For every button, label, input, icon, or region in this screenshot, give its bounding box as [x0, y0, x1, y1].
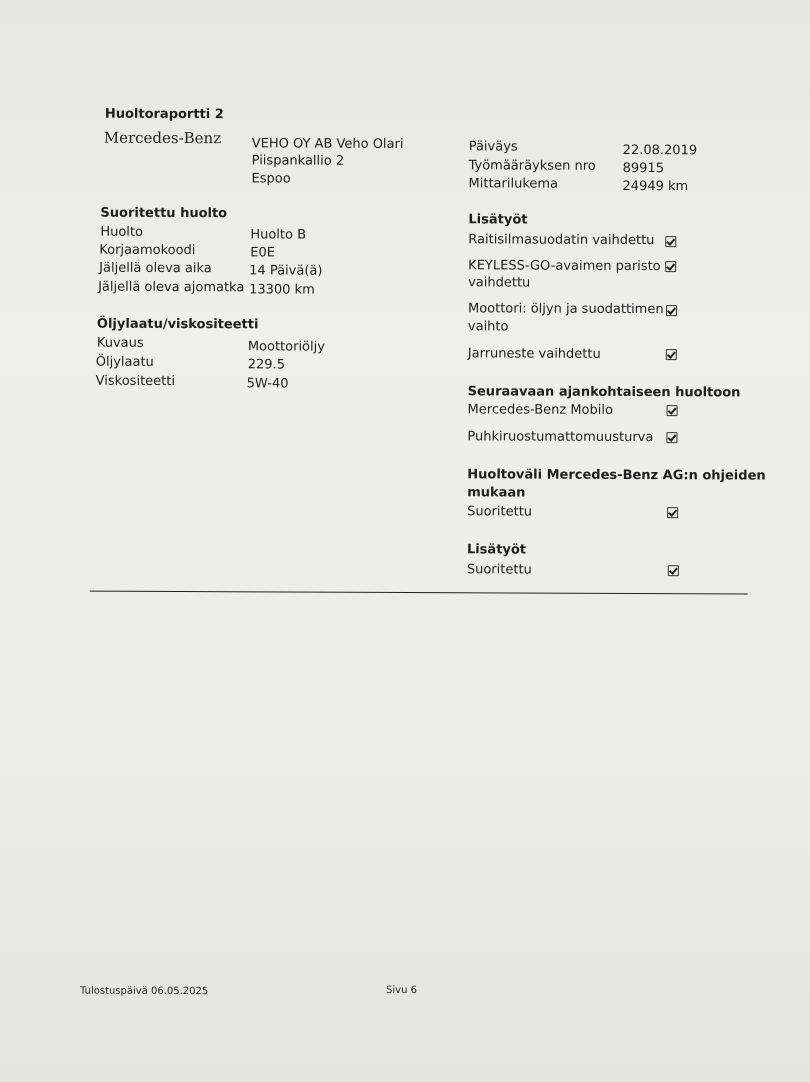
extra-work-item: Jarruneste vaihdettu — [467, 346, 601, 362]
next-service-item: Puhkiruostumattomuusturva — [467, 429, 654, 446]
print-date: Tulostuspäivä 06.05.2025 — [80, 985, 209, 998]
service-value: Huolto B — [250, 227, 307, 243]
extra-work-heading: Lisätyöt — [468, 212, 528, 228]
oil-value: 229.5 — [247, 357, 286, 373]
service-label: Huolto — [100, 224, 144, 240]
extra-work-item: Raitisilmasuodatin vaihdettu — [468, 232, 655, 249]
order-value: 89915 — [622, 160, 665, 177]
dealer-city: Espoo — [251, 171, 291, 187]
oil-label: Kuvaus — [96, 335, 144, 351]
date-value: 22.08.2019 — [622, 142, 698, 159]
oil-value: 5W-40 — [246, 376, 289, 392]
checkbox-checked-icon — [666, 349, 677, 360]
extra-work-item-cont: vaihdettu — [468, 275, 531, 291]
report-title: Huoltoraportti 2 — [104, 106, 224, 123]
dealer-street: Piispankallio 2 — [251, 153, 345, 169]
service-label: Korjaamokoodi — [99, 242, 196, 259]
checkbox-checked-icon — [666, 305, 677, 316]
checkbox-checked-icon — [667, 405, 678, 416]
brand-name: Mercedes-Benz — [103, 128, 222, 148]
oil-value: Moottoriöljy — [247, 339, 325, 355]
order-label: Työmääräyksen nro — [468, 158, 596, 174]
service-value: E0E — [250, 245, 275, 261]
extra-work-item: Moottori: öljyn ja suodattimen — [467, 301, 664, 318]
service-value: 14 Päivä(ä) — [249, 263, 323, 279]
checkbox-checked-icon — [667, 507, 678, 518]
checkbox-checked-icon — [668, 565, 679, 576]
extra-work2-item: Suoritettu — [466, 562, 532, 578]
dealer-name: VEHO OY AB Veho Olari — [251, 136, 404, 152]
odometer-value: 24949 km — [622, 178, 689, 195]
checkbox-checked-icon — [665, 236, 676, 247]
odometer-label: Mittarilukema — [468, 176, 559, 192]
interval-heading: Huoltoväli Mercedes-Benz AG:n ohjeiden — [467, 467, 766, 484]
date-label: Päiväys — [468, 139, 518, 155]
extra-work-item: KEYLESS-GO-avaimen paristo — [468, 258, 661, 275]
interval-item: Suoritettu — [467, 504, 533, 520]
extra-work-item-cont: vaihto — [467, 319, 509, 335]
next-service-heading: Seuraavaan ajankohtaiseen huoltoon — [467, 384, 741, 401]
oil-heading: Öljylaatu/viskositeetti — [96, 316, 259, 333]
extra-work2-heading: Lisätyöt — [466, 542, 527, 558]
service-label: Jäljellä oleva ajomatka — [98, 279, 245, 296]
interval-heading-cont: mukaan — [467, 485, 526, 501]
checkbox-checked-icon — [666, 432, 677, 443]
page-number: Sivu 6 — [386, 984, 417, 997]
checkbox-checked-icon — [665, 261, 676, 272]
oil-label: Viskositeetti — [95, 373, 176, 389]
service-heading: Suoritettu huolto — [100, 205, 228, 222]
service-label: Jäljellä oleva aika — [99, 260, 212, 277]
next-service-item: Mercedes-Benz Mobilo — [467, 402, 613, 418]
service-value: 13300 km — [249, 282, 315, 298]
oil-label: Öljylaatu — [95, 354, 154, 370]
section-divider — [90, 591, 748, 595]
